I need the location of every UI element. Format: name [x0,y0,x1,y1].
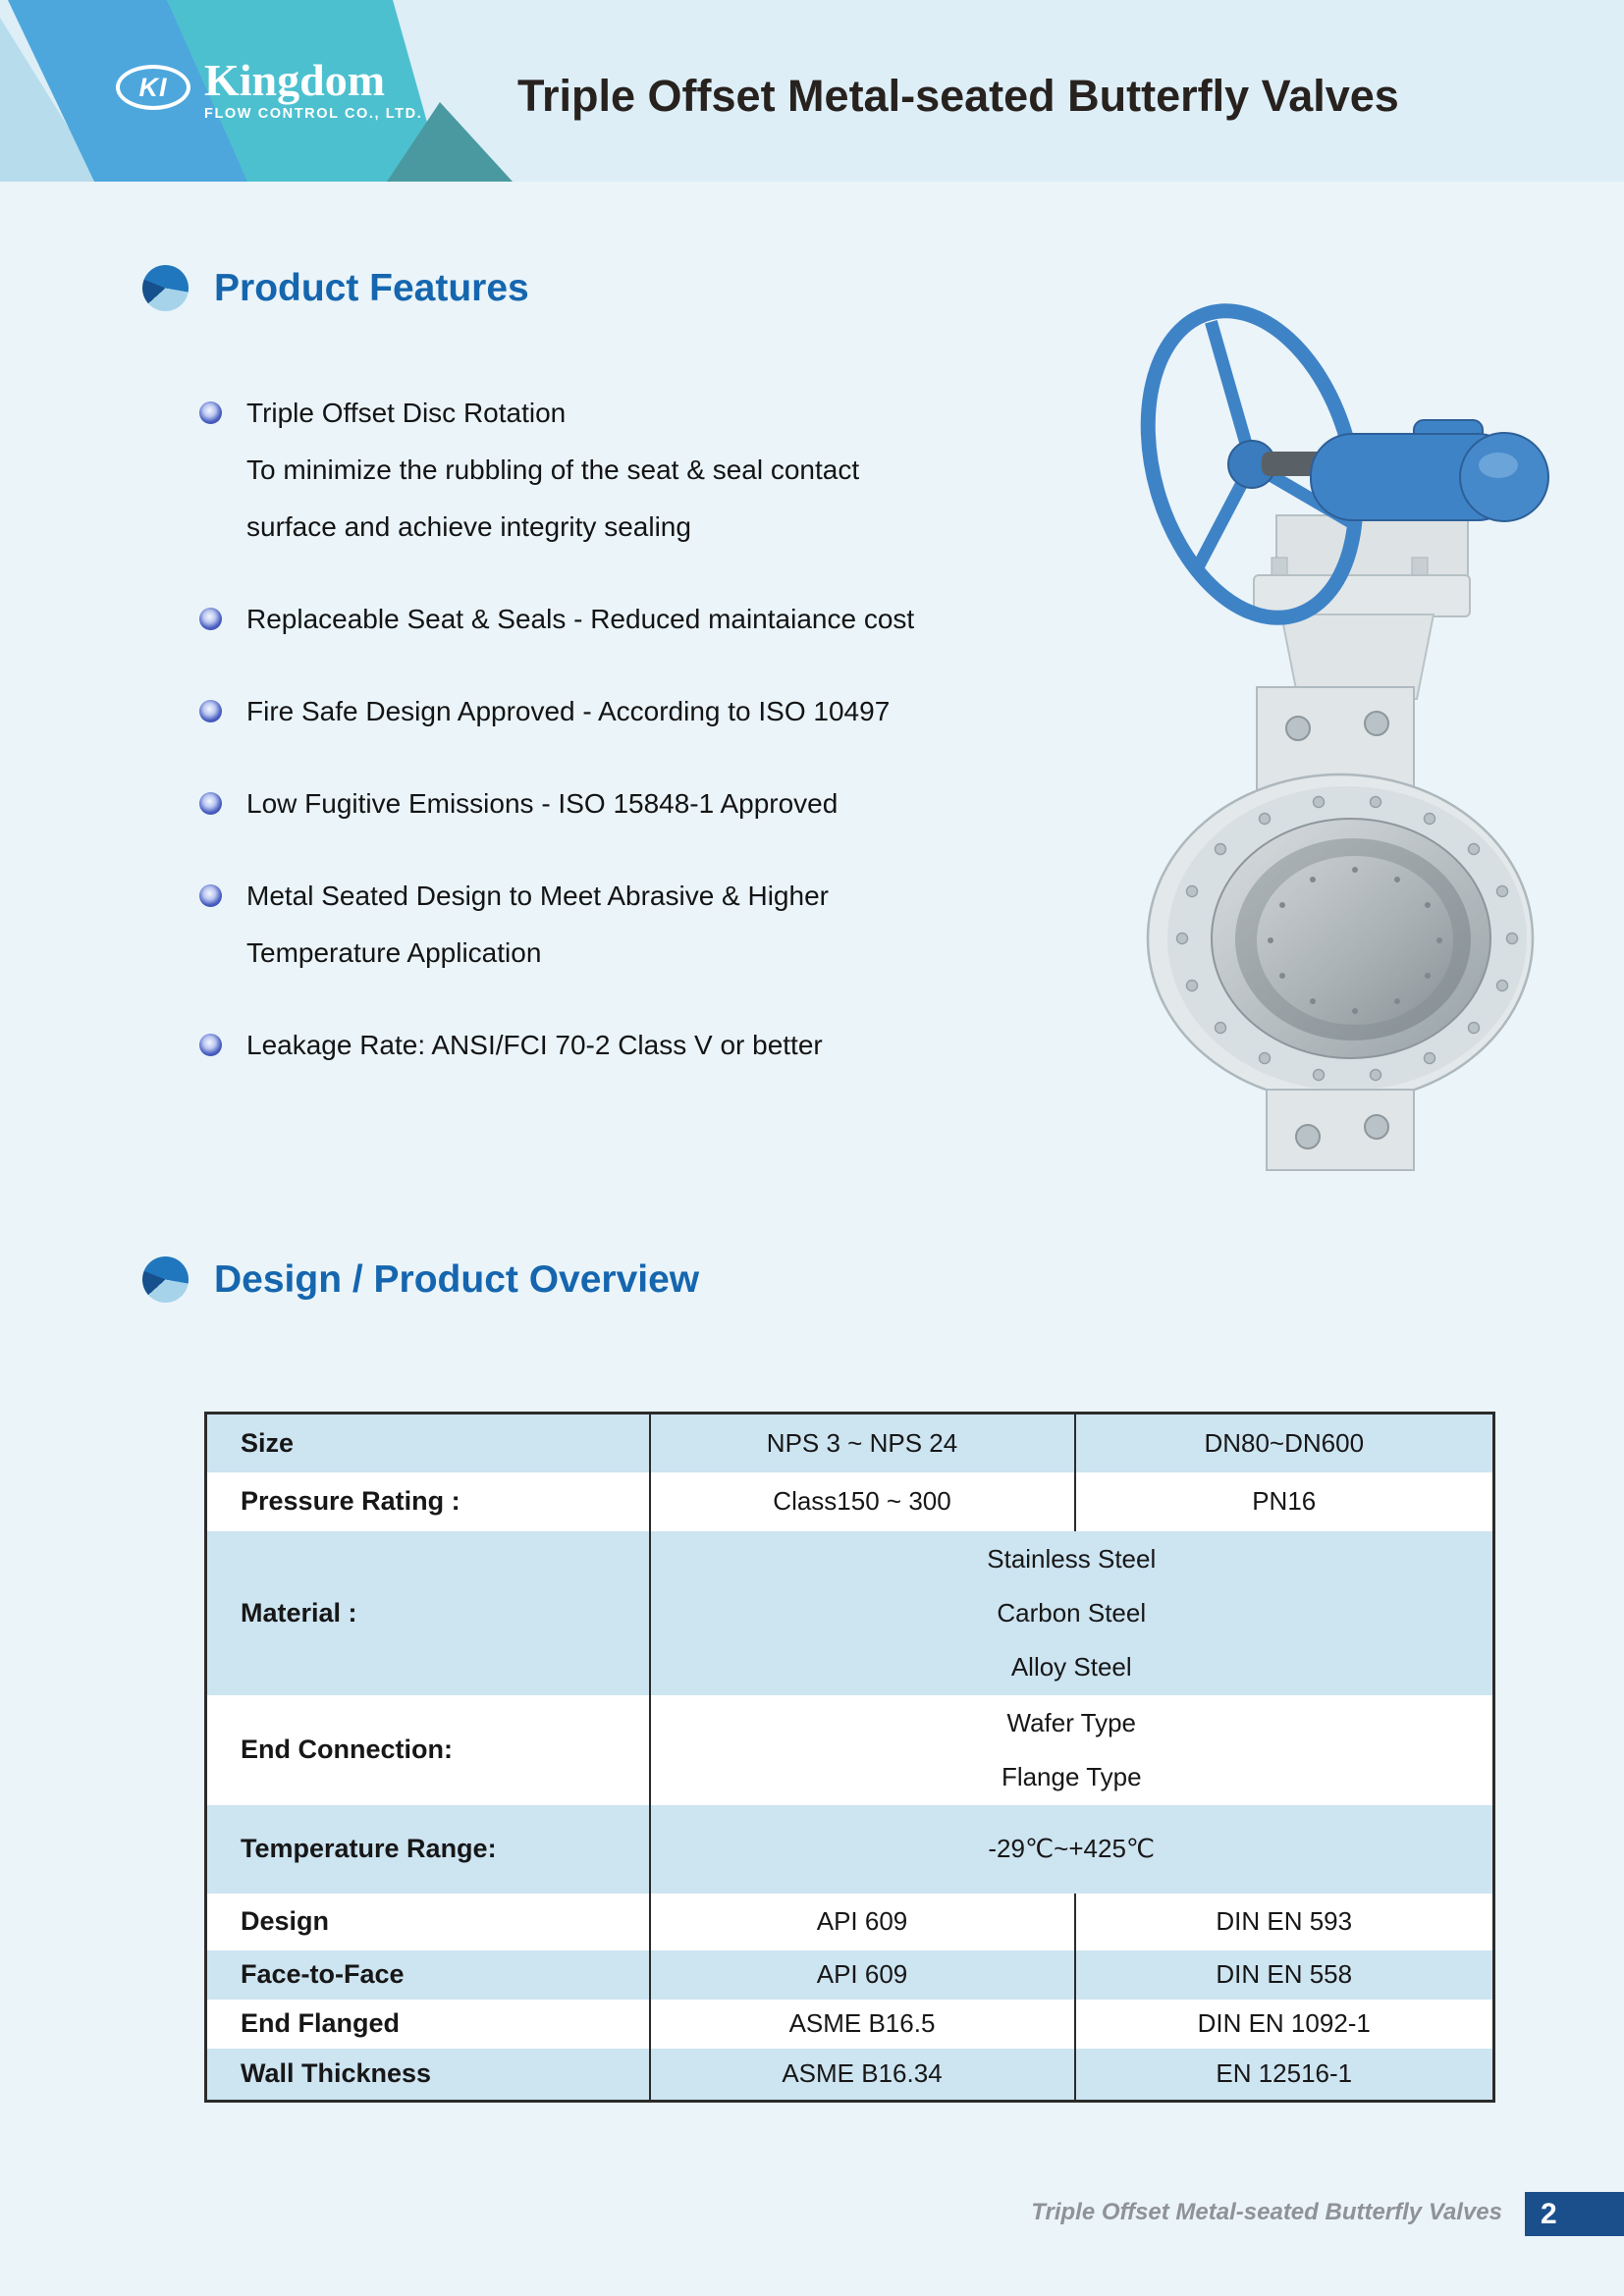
spec-value: PN16 [1075,1472,1494,1531]
table-row [206,1472,1494,1531]
spec-label: Pressure Rating : [206,1472,650,1531]
page-title: Triple Offset Metal-seated Butterfly Valves [517,71,1399,121]
spec-value: ASME B16.5 [650,2000,1075,2049]
spec-value: DIN EN 558 [1075,1950,1494,2000]
valve-illustration [1119,226,1551,1178]
list-item [199,1017,1103,1074]
list-item [199,591,1103,648]
overview-heading-label: Design / Product Overview [214,1257,700,1301]
spec-value: Class150 ~ 300 [650,1472,1075,1531]
spec-value: DN80~DN600 [1075,1414,1494,1472]
spec-label: Design [206,1894,650,1950]
spec-value: DIN EN 593 [1075,1894,1494,1950]
feature-line: To minimize the rubbling of the seat & seal contact [246,454,860,485]
feature-text [246,775,838,832]
table-row [206,1950,1494,2000]
logo-text [204,57,422,122]
bullet-icon [199,792,222,815]
feature-line: Low Fugitive Emissions - ISO 15848-1 Approved [246,788,839,819]
features-list [199,385,1103,1109]
spec-value: Wafer Type [1006,1707,1136,1737]
bullet-icon [199,700,222,722]
spec-label: Size [206,1414,650,1472]
table-row [206,1805,1494,1894]
bullet-icon [199,608,222,630]
sphere-bullet-icon [142,265,189,311]
list-item [199,385,1103,556]
list-item [199,868,1103,982]
spec-value: Carbon Steel [997,1597,1147,1628]
table-row [206,2000,1494,2049]
features-section-heading [142,265,529,311]
company-logo [116,57,422,122]
bullet-icon [199,884,222,907]
feature-text [246,591,914,648]
page-header [0,0,1624,182]
feature-line: Temperature Application [246,937,542,968]
spec-value-group [650,1531,1494,1695]
spec-label: Material : [206,1531,650,1695]
spec-value-group [650,1695,1494,1805]
feature-line: Replaceable Seat & Seals - Reduced maintaiance cost [246,604,915,634]
spec-value: -29℃~+425℃ [650,1805,1494,1894]
spec-value: EN 12516-1 [1075,2049,1494,2102]
page-number-badge: 2 [1525,2192,1624,2236]
specifications-table [204,1412,1495,2103]
feature-text [246,1017,823,1074]
bullet-icon [199,1034,222,1056]
feature-text [246,385,859,556]
spec-value: API 609 [650,1894,1075,1950]
features-heading-label: Product Features [214,266,529,309]
table-row [206,1695,1494,1805]
footer-title: Triple Offset Metal-seated Butterfly Valves [1031,2199,1502,2225]
table-row [206,1414,1494,1472]
spec-label: End Flanged [206,2000,650,2049]
spec-value: DIN EN 1092-1 [1075,2000,1494,2049]
spec-label: Temperature Range: [206,1805,650,1894]
list-item [199,775,1103,832]
spec-value: Flange Type [1001,1761,1142,1791]
spec-value: NPS 3 ~ NPS 24 [650,1414,1075,1472]
spec-value: Alloy Steel [1010,1651,1132,1682]
logo-ki-badge-icon: KI [116,65,190,110]
feature-text [246,683,890,740]
spec-value: API 609 [650,1950,1075,2000]
butterfly-valve-product-image [1119,226,1551,1178]
table-row [206,2049,1494,2102]
bullet-icon [199,401,222,424]
table-row [206,1894,1494,1950]
feature-line: Metal Seated Design to Meet Abrasive & Higher [246,881,829,911]
overview-section-heading [142,1256,699,1303]
spec-value: ASME B16.34 [650,2049,1075,2102]
feature-line: Triple Offset Disc Rotation [246,398,567,428]
sphere-bullet-icon [142,1256,189,1303]
logo-company-subtitle: FLOW CONTROL CO., LTD. [204,106,423,123]
logo-company-name: Kingdom [204,55,386,105]
feature-line: Fire Safe Design Approved - According to ISO 10497 [246,696,891,726]
table-row [206,1531,1494,1695]
spec-value: Stainless Steel [987,1543,1157,1574]
spec-label: Wall Thickness [206,2049,650,2102]
feature-line: Leakage Rate: ANSI/FCI 70-2 Class V or better [246,1030,823,1060]
spec-label: End Connection: [206,1695,650,1805]
feature-line: surface and achieve integrity sealing [246,511,691,542]
feature-text [246,868,829,982]
spec-label: Face-to-Face [206,1950,650,2000]
list-item [199,683,1103,740]
